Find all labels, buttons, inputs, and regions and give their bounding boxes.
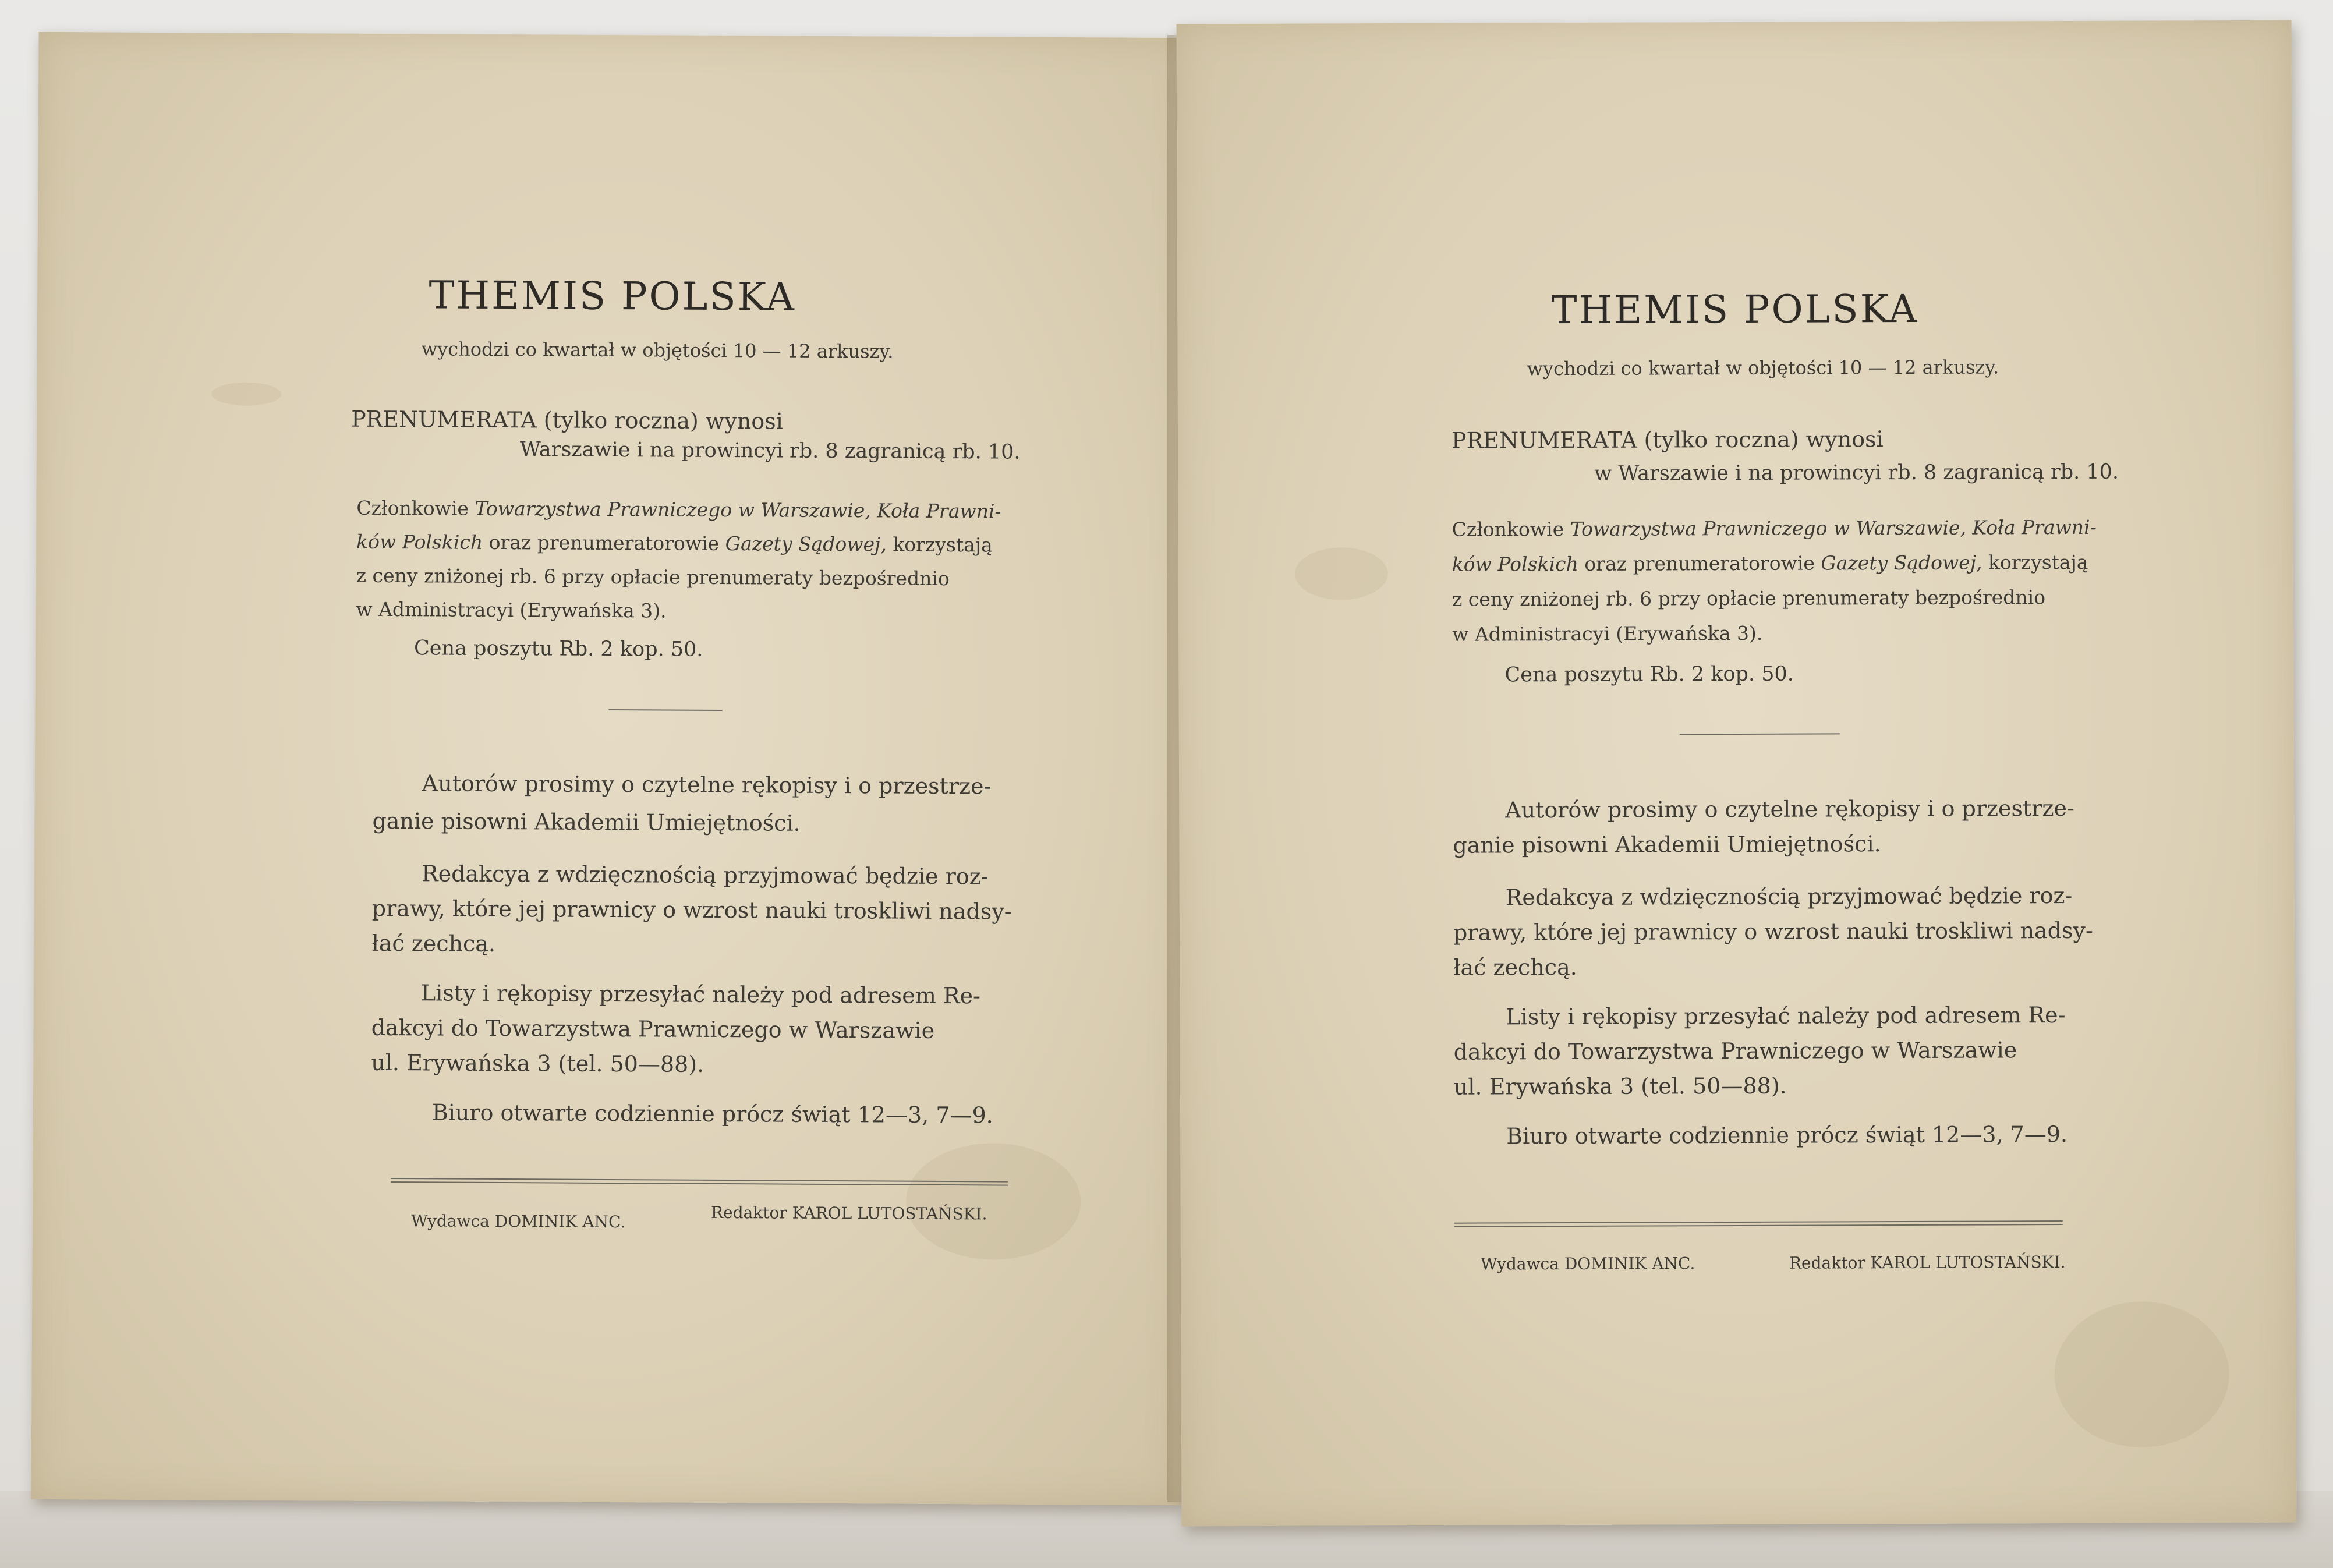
subscription-heading: PRENUMERATA (tylko roczna) wynosi (1451, 426, 1884, 454)
members-text: z ceny zniżonej rb. 6 przy opłacie prenumeraty bezpośrednio (356, 564, 950, 590)
right-back-cover (1177, 20, 2297, 1527)
letters-notice: dakcyi do Towarzystwa Prawniczego w Warszawie (1453, 1037, 2017, 1065)
journal-title: THEMIS POLSKA (429, 272, 796, 320)
subscription-heading: PRENUMERATA (tylko roczna) wynosi (351, 406, 783, 434)
members-text: w Administracyi (Erywańska 3). (356, 597, 667, 622)
editorial-notice: Redakcya z wdzięcznością przyjmować będzie roz- (1505, 882, 2073, 911)
authors-notice: Autorów prosimy o czytelne rękopisy i o przestrze- (1505, 795, 2074, 823)
editorial-notice: łać zechcą. (371, 930, 496, 957)
members-text (1452, 551, 2088, 576)
paper-stain (211, 382, 281, 406)
circle-name: Koła Prawni- (1972, 515, 2097, 539)
gazette-name: Gazety Sądowej, (725, 532, 887, 556)
members-text-part: Członkowie (1452, 518, 1564, 541)
paper-stain (906, 1143, 1081, 1261)
editorial-notice: łać zechcą. (1453, 954, 1577, 981)
members-text: z ceny zniżonej rb. 6 przy opłacie prenumeraty bezpośrednio (1452, 586, 2046, 611)
members-text (356, 497, 1001, 523)
paper-stain (1295, 547, 1388, 600)
issue-price: Cena poszytu Rb. 2 kop. 50. (413, 636, 703, 661)
editorial-notice: prawy, które jej prawnicy o wzrost nauki troskliwi nadsy- (371, 895, 1012, 925)
footer-double-rule (1454, 1220, 2063, 1227)
authors-notice: Autorów prosimy o czytelne rękopisy i o przestrze- (422, 770, 992, 799)
authors-notice: ganie pisowni Akademii Umiejętności. (1453, 831, 1881, 858)
members-text (356, 530, 993, 557)
editor-credit: Redaktor KAROL LUTOSTAŃSKI. (710, 1202, 987, 1224)
editorial-notice: Redakcya z wdzięcznością przyjmować będzie roz- (421, 861, 989, 890)
office-hours: Biuro otwarte codziennie prócz świąt 12—3, 7—9. (431, 1099, 993, 1128)
members-text-part: Członkowie (356, 496, 469, 520)
members-text-part: korzystają (1988, 550, 2088, 574)
members-text-part: oraz prenumeratorowie (1584, 551, 1815, 575)
subscription-rates: Warszawie i na prowincyi rb. 8 zagranicą rb. 10. (519, 438, 1021, 464)
editorial-notice: prawy, które jej prawnicy o wzrost nauki troskliwi nadsy- (1453, 917, 2093, 946)
circle-name: ków Polskich (1452, 552, 1578, 576)
society-name: Towarzystwa Prawniczego w Warszawie, (1570, 516, 1967, 540)
divider (609, 709, 723, 711)
gazette-name: Gazety Sądowej, (1821, 551, 1982, 575)
letters-notice: ul. Erywańska 3 (tel. 50—88). (371, 1049, 704, 1077)
paper-stain (2054, 1301, 2229, 1447)
circle-name: Koła Prawni- (877, 499, 1001, 523)
letters-notice: dakcyi do Towarzystwa Prawniczego w Warszawie (371, 1014, 935, 1043)
subscription-rates: w Warszawie i na prowincyi rb. 8 zagranicą rb. 10. (1594, 460, 2119, 486)
issue-price: Cena poszytu Rb. 2 kop. 50. (1504, 662, 1794, 687)
members-text-part: korzystają (893, 533, 993, 557)
journal-title: THEMIS POLSKA (1551, 286, 1919, 333)
left-back-cover (31, 32, 1188, 1505)
members-text-part: oraz prenumeratorowie (488, 530, 720, 555)
members-text: w Administracyi (Erywańska 3). (1452, 621, 1763, 646)
authors-notice: ganie pisowni Akademii Umiejętności. (372, 808, 801, 836)
members-text (1452, 516, 2096, 541)
office-hours: Biuro otwarte codziennie prócz świąt 12—3, 7—9. (1506, 1121, 2068, 1149)
circle-name: ków Polskich (356, 530, 483, 554)
publisher-credit: Wydawca DOMINIK ANC. (410, 1211, 626, 1232)
publisher-credit: Wydawca DOMINIK ANC. (1480, 1254, 1695, 1274)
publication-frequency: wychodzi co kwartał w objętości 10 — 12 arkuszy. (421, 338, 894, 363)
letters-notice: Listy i rękopisy przesyłać należy pod adresem Re- (420, 980, 981, 1009)
editor-credit: Redaktor KAROL LUTOSTAŃSKI. (1789, 1252, 2066, 1273)
publication-frequency: wychodzi co kwartał w objętości 10 — 12 arkuszy. (1527, 356, 1999, 380)
society-name: Towarzystwa Prawniczego w Warszawie, (475, 497, 871, 522)
letters-notice: Listy i rękopisy przesyłać należy pod adresem Re- (1506, 1002, 2066, 1030)
letters-notice: ul. Erywańska 3 (tel. 50—88). (1453, 1073, 1787, 1100)
divider (1680, 733, 1840, 735)
